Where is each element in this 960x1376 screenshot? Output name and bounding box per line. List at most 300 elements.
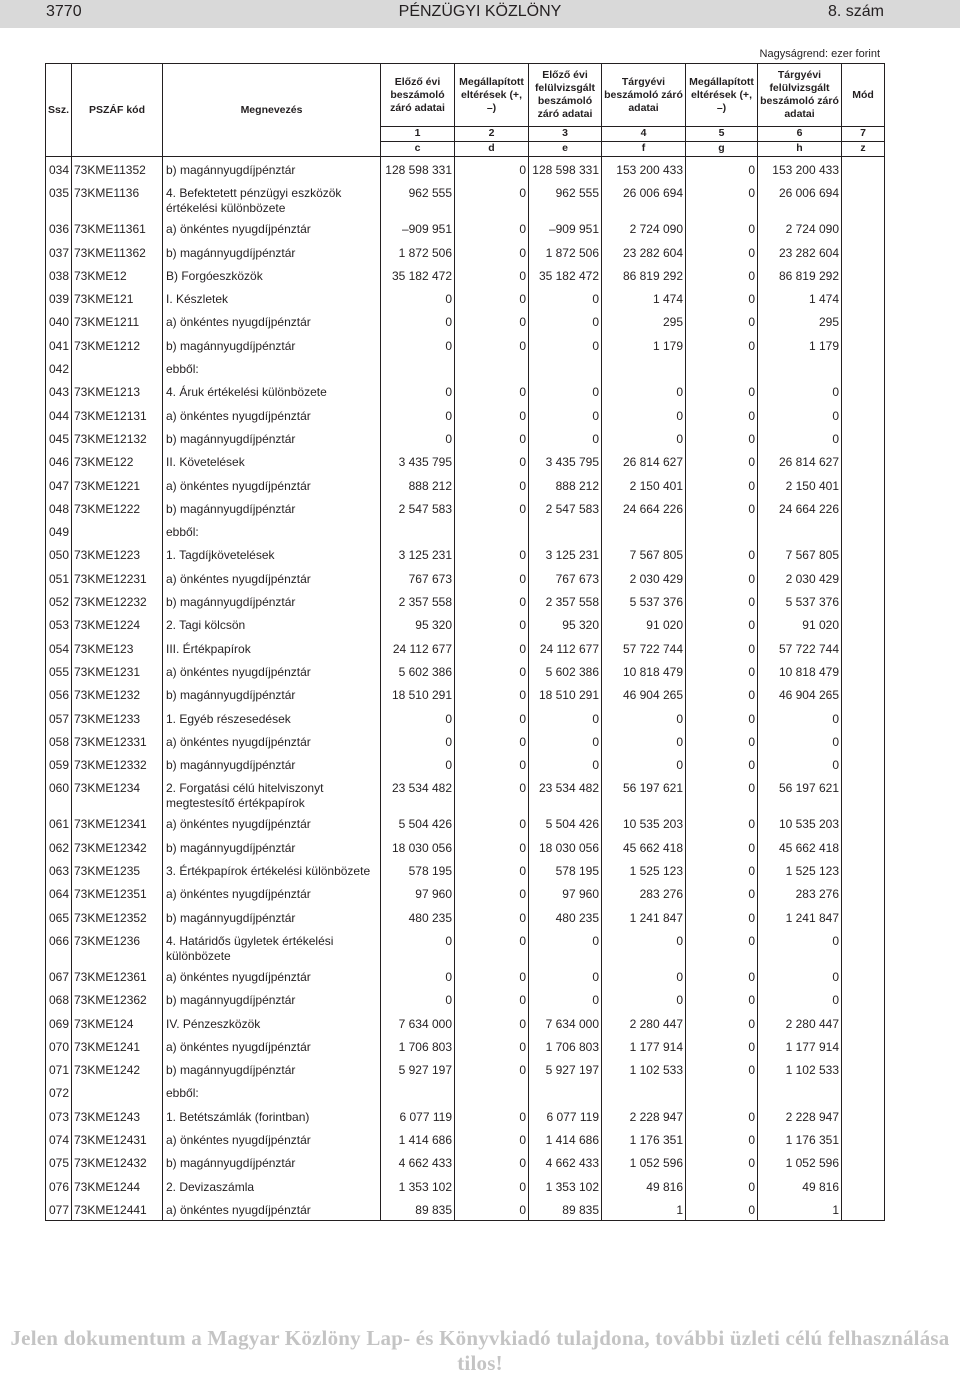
row-mod [842, 1011, 885, 1034]
row-value: 24 664 226 [758, 496, 842, 519]
table-row [46, 1057, 885, 1080]
row-kod: 73KME12441 [72, 1197, 163, 1221]
row-mod [842, 426, 885, 449]
row-kod: 73KME1222 [72, 496, 163, 519]
row-kod: 73KME12332 [72, 752, 163, 775]
row-value: 4 662 433 [529, 1150, 602, 1173]
row-value: 0 [455, 403, 529, 426]
row-value: 3 125 231 [381, 542, 455, 565]
column-number: 2 [455, 127, 529, 142]
row-value: 0 [758, 729, 842, 752]
row-kod: 73KME12432 [72, 1150, 163, 1173]
row-value: 0 [455, 636, 529, 659]
row-value: 1 241 847 [758, 905, 842, 928]
row-value: 1 706 803 [381, 1034, 455, 1057]
row-value: 2 150 401 [602, 473, 686, 496]
table-row [46, 542, 885, 565]
row-name: a) önkéntes nyugdíjpénztár [163, 1197, 381, 1221]
row-value: 283 276 [602, 881, 686, 904]
row-name: 1. Egyéb részesedések [163, 706, 381, 729]
row-name: b) magánnyugdíjpénztár [163, 987, 381, 1010]
row-value: 0 [686, 379, 758, 402]
row-name: 1. Tagdíjkövetelések [163, 542, 381, 565]
row-mod [842, 240, 885, 263]
row-value: 0 [455, 775, 529, 811]
row-kod: 73KME1243 [72, 1104, 163, 1127]
row-value: 0 [381, 752, 455, 775]
row-mod [842, 566, 885, 589]
row-kod [72, 356, 163, 379]
row-kod [72, 519, 163, 542]
row-value: 0 [381, 426, 455, 449]
row-name: 2. Forgatási célú hitelviszonyt megtestesítő értékpapírok [163, 775, 381, 811]
col-header-c3: Előző évi felülvizsgált beszámoló záró adatai [529, 64, 602, 127]
row-value: 0 [686, 928, 758, 964]
row-value: 0 [686, 858, 758, 881]
row-name: b) magánnyugdíjpénztár [163, 426, 381, 449]
row-value: 35 182 472 [381, 263, 455, 286]
row-value: 2 357 558 [529, 589, 602, 612]
row-mod [842, 333, 885, 356]
row-name: b) magánnyugdíjpénztár [163, 157, 381, 181]
row-value: 1 177 914 [602, 1034, 686, 1057]
row-value: 5 504 426 [381, 811, 455, 834]
col-header-c6: Tárgyévi felülvizsgált beszámoló záró adatai [758, 64, 842, 127]
row-name: II. Követelések [163, 449, 381, 472]
row-mod [842, 706, 885, 729]
row-value: 0 [455, 1127, 529, 1150]
column-letter: c [381, 142, 455, 157]
row-kod [72, 1080, 163, 1103]
row-value: 888 212 [529, 473, 602, 496]
row-value: 0 [381, 333, 455, 356]
row-value: 0 [686, 1197, 758, 1221]
row-mod [842, 496, 885, 519]
col-header-ssz: Ssz. [46, 64, 72, 157]
row-kod: 73KME1244 [72, 1174, 163, 1197]
table-row [46, 286, 885, 309]
row-value: 0 [686, 636, 758, 659]
row-value: 153 200 433 [602, 157, 686, 181]
row-value: 2 724 090 [758, 216, 842, 239]
row-value: 0 [602, 379, 686, 402]
row-value: 56 197 621 [602, 775, 686, 811]
row-value: 2 280 447 [758, 1011, 842, 1034]
row-value: 10 535 203 [602, 811, 686, 834]
row-value: 480 235 [381, 905, 455, 928]
row-mod [842, 729, 885, 752]
row-ssz: 072 [46, 1080, 72, 1103]
row-ssz: 076 [46, 1174, 72, 1197]
row-mod [842, 1150, 885, 1173]
row-value [455, 1080, 529, 1103]
row-name: a) önkéntes nyugdíjpénztár [163, 811, 381, 834]
row-value: 0 [758, 706, 842, 729]
row-value: 295 [758, 309, 842, 332]
row-value: 91 020 [758, 612, 842, 635]
row-value: 7 634 000 [381, 1011, 455, 1034]
row-value [686, 519, 758, 542]
row-mod [842, 286, 885, 309]
row-value: 0 [602, 752, 686, 775]
row-value: 0 [758, 403, 842, 426]
row-value: 0 [455, 542, 529, 565]
table-row [46, 426, 885, 449]
row-value: 0 [455, 1150, 529, 1173]
row-value [686, 356, 758, 379]
row-ssz: 059 [46, 752, 72, 775]
row-kod: 73KME1242 [72, 1057, 163, 1080]
column-letter: f [602, 142, 686, 157]
row-value: 18 510 291 [529, 682, 602, 705]
row-ssz: 035 [46, 180, 72, 216]
table-row [46, 682, 885, 705]
row-value: 1 [758, 1197, 842, 1221]
row-value: 46 904 265 [758, 682, 842, 705]
row-ssz: 067 [46, 964, 72, 987]
row-value: 0 [455, 964, 529, 987]
row-value: 26 006 694 [758, 180, 842, 216]
table-row [46, 216, 885, 239]
row-mod [842, 1080, 885, 1103]
row-ssz: 040 [46, 309, 72, 332]
row-kod: 73KME11362 [72, 240, 163, 263]
row-ssz: 047 [46, 473, 72, 496]
row-name: a) önkéntes nyugdíjpénztár [163, 1034, 381, 1057]
row-value: 49 816 [758, 1174, 842, 1197]
row-value: 0 [758, 964, 842, 987]
row-value: 0 [686, 659, 758, 682]
table-row [46, 1174, 885, 1197]
row-value: 7 567 805 [758, 542, 842, 565]
row-ssz: 063 [46, 858, 72, 881]
row-value: 0 [455, 180, 529, 216]
row-mod [842, 964, 885, 987]
row-value: 0 [529, 426, 602, 449]
row-value: 23 534 482 [529, 775, 602, 811]
row-value: 10 535 203 [758, 811, 842, 834]
row-value: 3 435 795 [529, 449, 602, 472]
row-value: 0 [455, 659, 529, 682]
table-row [46, 180, 885, 216]
row-value: 0 [686, 964, 758, 987]
row-value: 0 [455, 426, 529, 449]
table-row [46, 263, 885, 286]
row-value: 5 927 197 [381, 1057, 455, 1080]
row-value: 128 598 331 [381, 157, 455, 181]
row-kod: 73KME1233 [72, 706, 163, 729]
row-ssz: 073 [46, 1104, 72, 1127]
row-kod: 73KME1236 [72, 928, 163, 964]
table-row [46, 928, 885, 964]
row-mod [842, 1197, 885, 1221]
row-value: 0 [381, 928, 455, 964]
row-value: 2 150 401 [758, 473, 842, 496]
row-kod: 73KME1212 [72, 333, 163, 356]
row-ssz: 045 [46, 426, 72, 449]
row-value: 767 673 [529, 566, 602, 589]
row-mod [842, 775, 885, 811]
row-value: 0 [758, 987, 842, 1010]
row-value: 0 [686, 987, 758, 1010]
row-mod [842, 1057, 885, 1080]
row-ssz: 068 [46, 987, 72, 1010]
row-value: 0 [686, 449, 758, 472]
row-kod: 73KME12431 [72, 1127, 163, 1150]
row-value: 0 [381, 729, 455, 752]
row-name: B) Forgóeszközök [163, 263, 381, 286]
row-name: 2. Devizaszámla [163, 1174, 381, 1197]
row-value [381, 519, 455, 542]
row-mod [842, 881, 885, 904]
row-value: 0 [686, 1174, 758, 1197]
row-value: 1 872 506 [381, 240, 455, 263]
row-name: ebből: [163, 519, 381, 542]
row-value: 0 [602, 928, 686, 964]
col-header-c1: Előző évi beszámoló záró adatai [381, 64, 455, 127]
row-value: 18 030 056 [381, 835, 455, 858]
financial-table [45, 63, 885, 1221]
row-value: 0 [686, 589, 758, 612]
row-value: 0 [381, 987, 455, 1010]
row-name: 2. Tagi kölcsön [163, 612, 381, 635]
row-name: I. Készletek [163, 286, 381, 309]
row-value: 86 819 292 [758, 263, 842, 286]
row-value: 0 [455, 566, 529, 589]
row-value: 153 200 433 [758, 157, 842, 181]
row-value [758, 356, 842, 379]
column-number: 5 [686, 127, 758, 142]
row-value: 3 125 231 [529, 542, 602, 565]
row-value: 0 [455, 333, 529, 356]
column-letter: e [529, 142, 602, 157]
table-row [46, 519, 885, 542]
row-name: b) magánnyugdíjpénztár [163, 240, 381, 263]
table-row [46, 589, 885, 612]
row-name: a) önkéntes nyugdíjpénztár [163, 309, 381, 332]
row-ssz: 051 [46, 566, 72, 589]
row-mod [842, 449, 885, 472]
row-value: 0 [455, 309, 529, 332]
row-value: 0 [602, 403, 686, 426]
row-mod [842, 1127, 885, 1150]
row-name: b) magánnyugdíjpénztár [163, 682, 381, 705]
row-value: 0 [602, 426, 686, 449]
table-row [46, 881, 885, 904]
row-name: a) önkéntes nyugdíjpénztár [163, 729, 381, 752]
row-ssz: 048 [46, 496, 72, 519]
row-value: 0 [686, 426, 758, 449]
row-value [455, 519, 529, 542]
row-value: 0 [381, 286, 455, 309]
row-ssz: 064 [46, 881, 72, 904]
row-value: 1 052 596 [602, 1150, 686, 1173]
row-value: 1 872 506 [529, 240, 602, 263]
row-value: 0 [686, 1104, 758, 1127]
row-kod: 73KME1232 [72, 682, 163, 705]
row-value: 18 030 056 [529, 835, 602, 858]
row-value: 1 474 [602, 286, 686, 309]
row-value: 0 [529, 752, 602, 775]
row-mod [842, 987, 885, 1010]
row-value: 2 228 947 [758, 1104, 842, 1127]
row-value: 6 077 119 [381, 1104, 455, 1127]
row-value: 0 [686, 263, 758, 286]
row-value: 1 414 686 [529, 1127, 602, 1150]
row-value: 0 [529, 379, 602, 402]
row-value: 5 537 376 [758, 589, 842, 612]
row-ssz: 070 [46, 1034, 72, 1057]
row-value: 1 353 102 [529, 1174, 602, 1197]
row-value: 0 [455, 682, 529, 705]
column-letter: z [842, 142, 885, 157]
row-name: 3. Értékpapírok értékelési különbözete [163, 858, 381, 881]
row-value: 0 [602, 729, 686, 752]
row-value: 56 197 621 [758, 775, 842, 811]
col-header-nev: Megnevezés [163, 64, 381, 157]
row-name: b) magánnyugdíjpénztár [163, 333, 381, 356]
row-value: –909 951 [381, 216, 455, 239]
row-value: 1 525 123 [602, 858, 686, 881]
row-value: 0 [686, 905, 758, 928]
row-name: b) magánnyugdíjpénztár [163, 905, 381, 928]
row-value: 0 [758, 928, 842, 964]
row-mod [842, 473, 885, 496]
row-value: 2 547 583 [529, 496, 602, 519]
row-value: 18 510 291 [381, 682, 455, 705]
row-mod [842, 180, 885, 216]
row-value: 1 241 847 [602, 905, 686, 928]
column-letter: d [455, 142, 529, 157]
row-value: 0 [529, 286, 602, 309]
row-name: a) önkéntes nyugdíjpénztár [163, 1127, 381, 1150]
row-name: IV. Pénzeszközök [163, 1011, 381, 1034]
row-value: 1 525 123 [758, 858, 842, 881]
row-mod [842, 1104, 885, 1127]
row-value: 0 [455, 987, 529, 1010]
row-value: 1 177 914 [758, 1034, 842, 1057]
row-ssz: 039 [46, 286, 72, 309]
row-ssz: 037 [46, 240, 72, 263]
row-value: 0 [455, 612, 529, 635]
row-value: 1 052 596 [758, 1150, 842, 1173]
row-value: 0 [381, 309, 455, 332]
row-mod [842, 309, 885, 332]
row-value: 23 282 604 [758, 240, 842, 263]
row-value: 0 [529, 964, 602, 987]
row-mod [842, 379, 885, 402]
row-value: 0 [686, 403, 758, 426]
row-value: 0 [529, 987, 602, 1010]
row-value: 0 [529, 706, 602, 729]
row-kod: 73KME12352 [72, 905, 163, 928]
row-value: 128 598 331 [529, 157, 602, 181]
row-mod [842, 612, 885, 635]
row-value: 0 [455, 589, 529, 612]
row-value: 0 [455, 496, 529, 519]
row-kod: 73KME12362 [72, 987, 163, 1010]
row-value [758, 519, 842, 542]
table-row [46, 473, 885, 496]
row-value: 578 195 [529, 858, 602, 881]
row-kod: 73KME12232 [72, 589, 163, 612]
row-kod: 73KME12231 [72, 566, 163, 589]
column-number: 6 [758, 127, 842, 142]
row-kod: 73KME12361 [72, 964, 163, 987]
row-kod: 73KME1235 [72, 858, 163, 881]
row-value: 888 212 [381, 473, 455, 496]
row-mod [842, 263, 885, 286]
row-ssz: 066 [46, 928, 72, 964]
row-value: 24 112 677 [529, 636, 602, 659]
row-value: 0 [455, 706, 529, 729]
row-name: b) magánnyugdíjpénztár [163, 752, 381, 775]
row-value: 1 179 [602, 333, 686, 356]
row-value: 5 602 386 [529, 659, 602, 682]
row-mod [842, 356, 885, 379]
row-value: 0 [758, 379, 842, 402]
row-value: 0 [455, 835, 529, 858]
row-value: 0 [686, 1011, 758, 1034]
row-value: 0 [529, 333, 602, 356]
table-row [46, 729, 885, 752]
row-value: 49 816 [602, 1174, 686, 1197]
row-mod [842, 905, 885, 928]
table-row [46, 1127, 885, 1150]
row-value: 0 [455, 216, 529, 239]
issue-number: 8. szám [827, 3, 884, 20]
row-kod: 73KME1234 [72, 775, 163, 811]
row-value: 1 414 686 [381, 1127, 455, 1150]
row-value: 962 555 [529, 180, 602, 216]
row-value: 35 182 472 [529, 263, 602, 286]
column-letter: g [686, 142, 758, 157]
column-letter: h [758, 142, 842, 157]
row-value: 0 [686, 811, 758, 834]
row-value: 0 [686, 752, 758, 775]
row-mod [842, 542, 885, 565]
row-mod [842, 1174, 885, 1197]
row-value: 0 [529, 928, 602, 964]
row-value [381, 1080, 455, 1103]
row-ssz: 071 [46, 1057, 72, 1080]
row-mod [842, 752, 885, 775]
row-mod [842, 519, 885, 542]
row-value: 0 [455, 1104, 529, 1127]
row-value: 0 [455, 240, 529, 263]
row-value: 0 [455, 379, 529, 402]
row-value: 0 [381, 964, 455, 987]
row-ssz: 052 [46, 589, 72, 612]
row-value: 89 835 [381, 1197, 455, 1221]
row-value: 97 960 [529, 881, 602, 904]
row-ssz: 069 [46, 1011, 72, 1034]
row-value: 0 [529, 309, 602, 332]
row-ssz: 058 [46, 729, 72, 752]
row-name: b) magánnyugdíjpénztár [163, 835, 381, 858]
row-name: 1. Betétszámlák (forintban) [163, 1104, 381, 1127]
row-name: a) önkéntes nyugdíjpénztár [163, 881, 381, 904]
table-row [46, 1011, 885, 1034]
table-row [46, 775, 885, 811]
page-number: 3770 [46, 3, 82, 20]
table-row [46, 811, 885, 834]
row-value: 0 [381, 403, 455, 426]
row-value: 0 [529, 729, 602, 752]
row-value: 95 320 [529, 612, 602, 635]
row-kod: 73KME12 [72, 263, 163, 286]
unit-note: Nagyságrend: ezer forint [759, 48, 880, 60]
